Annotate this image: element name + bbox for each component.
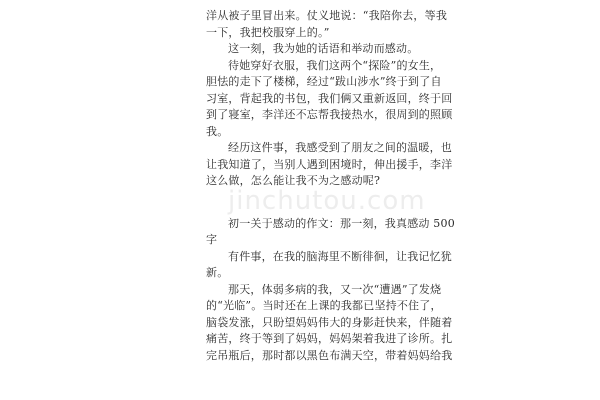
text-line: 让我知道了，当别人遇到困境时，伸出援手，李洋 [206, 157, 453, 171]
text-line: 待她穿好衣服，我们这两个“探险”的女生， [228, 58, 442, 72]
text-line: 一下，我把校服穿上的。” [206, 25, 330, 39]
article-title-line: 初一关于感动的作文：那一刻，我真感动 500 [228, 216, 455, 230]
paragraph-gap [206, 190, 396, 216]
text-line: 完吊瓶后，那时都以黑色布满天空，带着妈妈给我 [206, 348, 453, 362]
text-line: 这一刻，我为她的话语和举动而感动。 [228, 42, 419, 55]
text-line: 这么做，怎么能让我不为之感动呢? [206, 174, 381, 187]
text-column [206, 8, 455, 364]
text-line: 那天，体弱多病的我，又一次“遭遇”了发烧 [228, 282, 442, 296]
text-line: 洋从被子里冒出来。仗义地说：“我陪你去，等我 [206, 9, 448, 22]
text-line: 新。 [206, 266, 229, 279]
watermark-text: jinchutou.com [228, 186, 426, 216]
text-line: 有件事，在我的脑海里不断徘徊，让我记忆犹 [228, 249, 452, 263]
text-line: 痛苦，终于等到了妈妈，妈妈架着我进了诊所。扎 [206, 332, 453, 345]
text-line: 胆怯的走下了楼梯，经过“跋山涉水”终于到了自 [206, 75, 442, 88]
passage-one [206, 8, 453, 190]
text-line: 我。 [206, 124, 229, 138]
text-line: 的“光临”。当时还在上课的我都已坚持不住了， [206, 299, 442, 312]
article-title-line: 字 [206, 233, 218, 246]
passage-two [206, 216, 455, 365]
text-line: 到了寝室，李洋还不忘帮我接热水，很周到的照顾 [206, 108, 453, 121]
text-line: 习室，背起我的书包，我们俩又重新返回，终于回 [206, 91, 453, 105]
text-line: 经历这件事，我感受到了朋友之间的温暖，也 [228, 141, 452, 154]
text-line: 脑袋发涨，只盼望妈妈伟大的身影赶快来，伴随着 [206, 315, 453, 329]
